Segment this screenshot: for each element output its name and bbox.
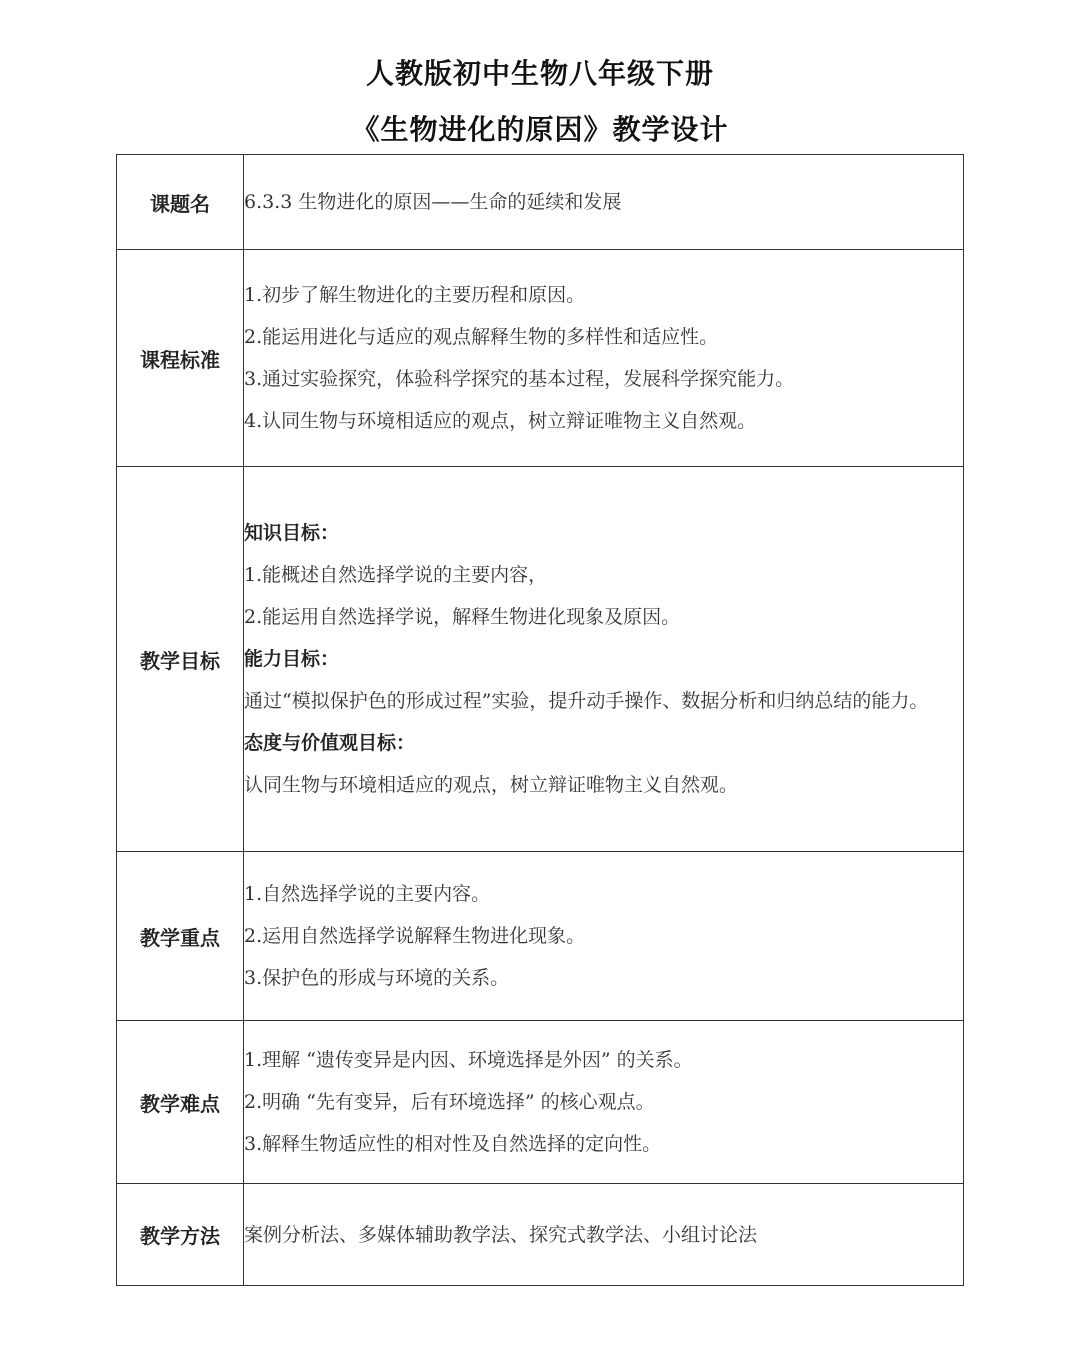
methods-cell [244,1184,964,1286]
list-item: 1.自然选择学说的主要内容。 [244,883,491,905]
ability-heading: 能力目标： [244,648,340,670]
row-label-standards: 课程标准 [117,250,244,467]
row-label-objectives: 教学目标 [117,467,244,852]
row-topic [117,155,964,250]
list-item: 1.能概述自然选择学说的主要内容， [244,564,548,586]
attitude-text: 认同生物与环境相适应的观点，树立辩证唯物主义自然观。 [244,774,739,796]
topic-cell [244,155,964,250]
row-difficulties [117,1021,964,1184]
attitude-heading: 态度与价值观目标： [244,732,416,754]
list-item: 4.认同生物与环境相适应的观点，树立辩证唯物主义自然观。 [244,410,757,432]
list-item: 3.通过实验探究，体验科学探究的基本过程，发展科学探究能力。 [244,368,795,390]
list-item: 2.能运用进化与适应的观点解释生物的多样性和适应性。 [244,326,719,348]
list-item: 2.运用自然选择学说解释生物进化现象。 [244,925,586,947]
row-key-points [117,852,964,1021]
objectives-cell [244,467,964,852]
list-item: 2.明确 “先有变异，后有环境选择” 的核心观点。 [244,1091,655,1113]
topic-text: 6.3.3 生物进化的原因——生命的延续和发展 [244,191,622,213]
row-label-key-points: 教学重点 [117,852,244,1021]
row-label-topic: 课题名 [117,155,244,250]
standards-cell [244,250,964,467]
row-standards [117,250,964,467]
list-item: 3.解释生物适应性的相对性及自然选择的定向性。 [244,1133,662,1155]
lesson-plan-table [116,154,964,1286]
difficulties-cell [244,1021,964,1184]
knowledge-heading: 知识目标： [244,522,340,544]
document-title: 人教版初中生物八年级下册 [365,57,714,90]
key-points-cell [244,852,964,1021]
list-item: 2.能运用自然选择学说，解释生物进化现象及原因。 [244,606,681,628]
row-objectives [117,467,964,852]
ability-text: 通过“模拟保护色的形成过程”实验，提升动手操作、数据分析和归纳总结的能力。 [244,690,929,712]
list-item: 3.保护色的形成与环境的关系。 [244,967,510,989]
row-methods [117,1184,964,1286]
document-subtitle: 《生物进化的原因》教学设计 [351,113,729,146]
row-label-difficulties: 教学难点 [117,1021,244,1184]
list-item: 1.初步了解生物进化的主要历程和原因。 [244,284,586,306]
row-label-methods: 教学方法 [117,1184,244,1286]
methods-text: 案例分析法、多媒体辅助教学法、探究式教学法、小组讨论法 [244,1223,758,1246]
list-item: 1.理解 “遗传变异是内因、环境选择是外因” 的关系。 [244,1049,693,1071]
